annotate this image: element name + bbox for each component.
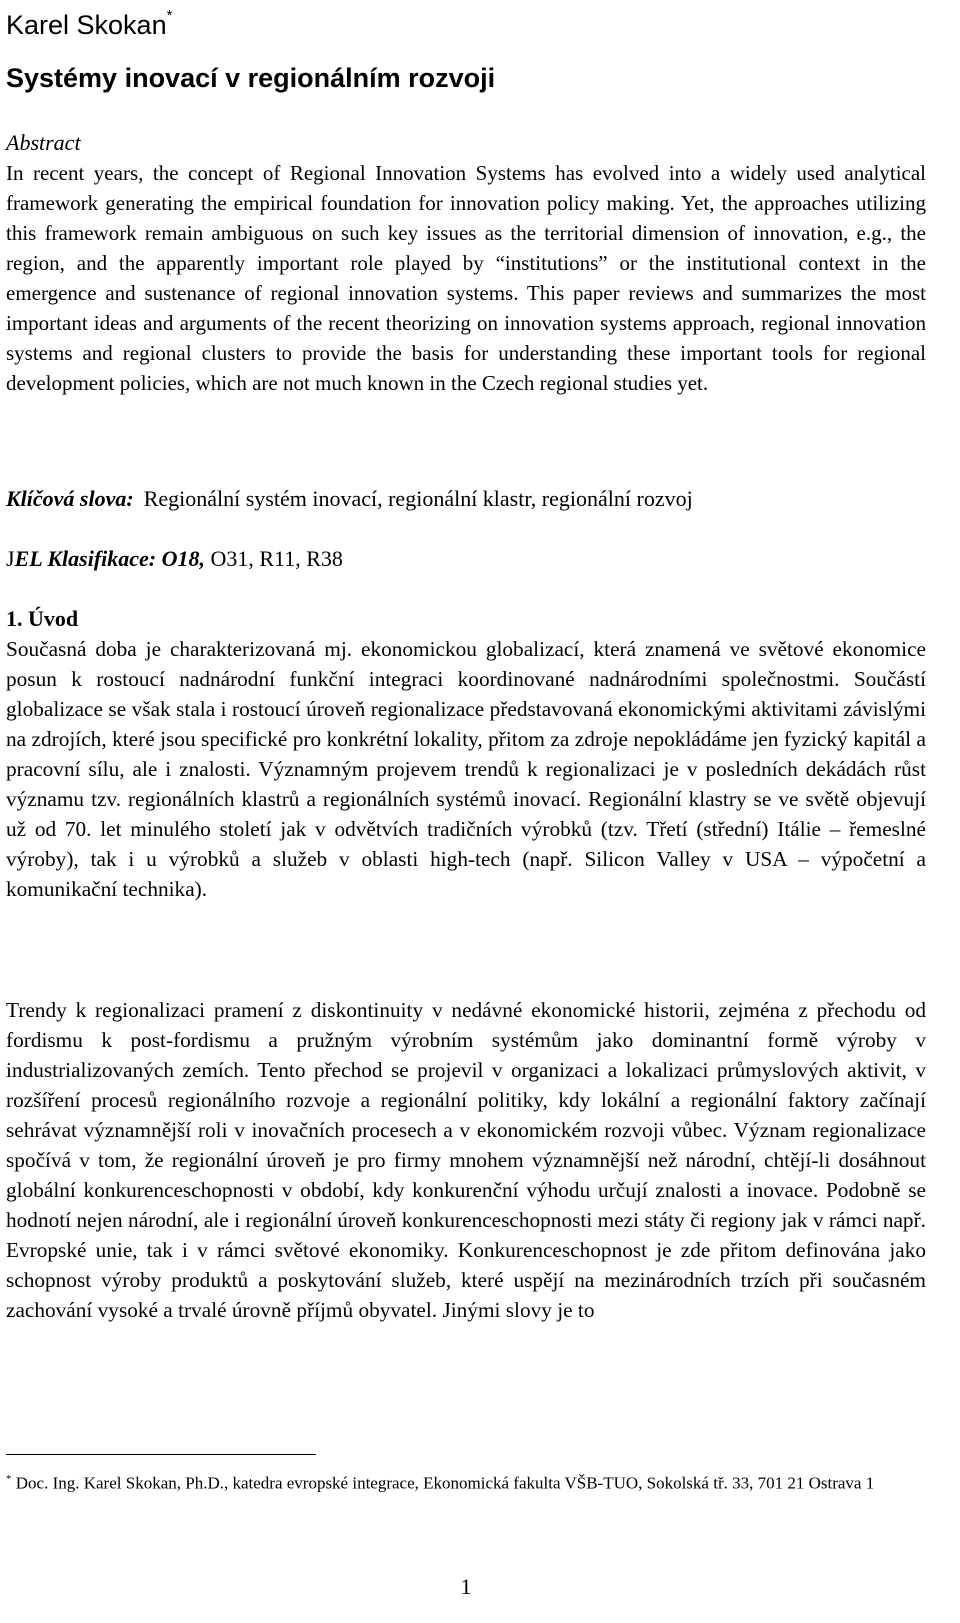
page-number: 1 xyxy=(460,1574,472,1599)
body-paragraph-1: Současná doba je charakterizovaná mj. ekonomickou globalizací, která znamená ve světové ekonomice posun k rostoucí nadnárodní funkční integraci koordinované nadnárodními společnostmi. Součástí globalizace se však stala i rostoucí úroveň regionalizace představovaná ekonomickými aktivitami závislými na zdrojích, které jsou specifické pro konkrétní lokality, přitom za zdroje nepokládáme jen fyzický kapitál a pracovní sílu, ale i znalosti. Významným projevem trendů k regionalizaci je v posledních dekádách růst významu tzv. regionálních klastrů a regionálních systémů inovací. Regionální klastry se ve světě objevují už od 70. let minulého století jak v odvětvích tradičních výrobků (tzv. Třetí (střední) Itálie – řemeslné výroby), tak i u výrobků a služeb v oblasti high-tech (např. Silicon Valley v USA – výpočetní a komunikační technika). xyxy=(6,637,926,901)
author-name: Karel Skokan xyxy=(6,10,167,40)
jel-line xyxy=(6,544,343,574)
jel-label: EL Klasifikace: O18, xyxy=(14,546,205,571)
footnote-mark: * xyxy=(6,1473,12,1485)
body-paragraph-2: Trendy k regionalizaci pramení z diskontinuity v nedávné ekonomické historii, zejména z přechodu od fordismu k post-fordismu a pružným výrobním systémům jako dominantní formě výroby v industrializovaných zemích. Tento přechod se projevil v organizaci a lokalizaci průmyslových aktivit, v rozšíření procesů regionálního rozvoje a regionální politiky, kdy lokální a regionální faktory začínají sehrávat významnější roli v inovačních procesech a v ekonomickém rozvoji vůbec. Význam regionalizace spočívá v tom, že regionální úroveň je pro firmy mnohem významnější než národní, chtějí-li dosáhnout globální konkurenceschopnosti v období, kdy konkurenční výhodu určují znalosti a inovace. Podobně se hodnotí nejen národní, ale i regionální úroveň konkurenceschopnosti mezi státy či regiony jak v rámci např. Evropské unie, tak i v rámci světové ekonomiky. Konkurenceschopnost je zde přitom definována jako schopnost výroby produktů a poskytování služeb, které uspějí na mezinárodních trzích při současném zachování vysoké a trvalé úrovně příjmů obyvatel. Jinými slovy je to xyxy=(6,998,926,1322)
footnote xyxy=(6,1467,926,1496)
footnote-separator xyxy=(6,1454,316,1455)
footnote-text: Doc. Ing. Karel Skokan, Ph.D., katedra evropské integrace, Ekonomická fakulta VŠB-TUO, Sokolská tř. 33, 701 21 Ostrava 1 xyxy=(11,1473,875,1493)
author-footnote-mark: * xyxy=(166,7,173,24)
keywords-value: Regionální systém inovací, regionální klastr, regionální rozvoj xyxy=(143,486,693,511)
author-line xyxy=(6,4,172,41)
keywords-line xyxy=(6,484,693,514)
jel-label-first-letter: J xyxy=(6,546,15,571)
abstract-heading: Abstract xyxy=(6,130,81,155)
paper-title: Systémy inovací v regionálním rozvoji xyxy=(6,63,496,93)
jel-value: O31, R11, R38 xyxy=(205,546,343,571)
section-heading: 1. Úvod xyxy=(6,606,79,631)
keywords-label: Klíčová slova: xyxy=(6,486,134,511)
abstract-text: In recent years, the concept of Regional Innovation Systems has evolved into a widely used analytical framework generating the empirical foundation for innovation policy making. Yet, the approaches utilizing this framework remain ambiguous on such key issues as the territorial dimension of innovation, e.g., the region, and the apparently important role played by “institutions” or the institutional context in the emergence and sustenance of regional innovation systems. This paper reviews and summarizes the most important ideas and arguments of the recent theorizing on innovation systems approach, regional innovation systems and regional clusters to provide the basis for understanding these important tools for regional development policies, which are not much known in the Czech regional studies yet. xyxy=(6,161,926,395)
